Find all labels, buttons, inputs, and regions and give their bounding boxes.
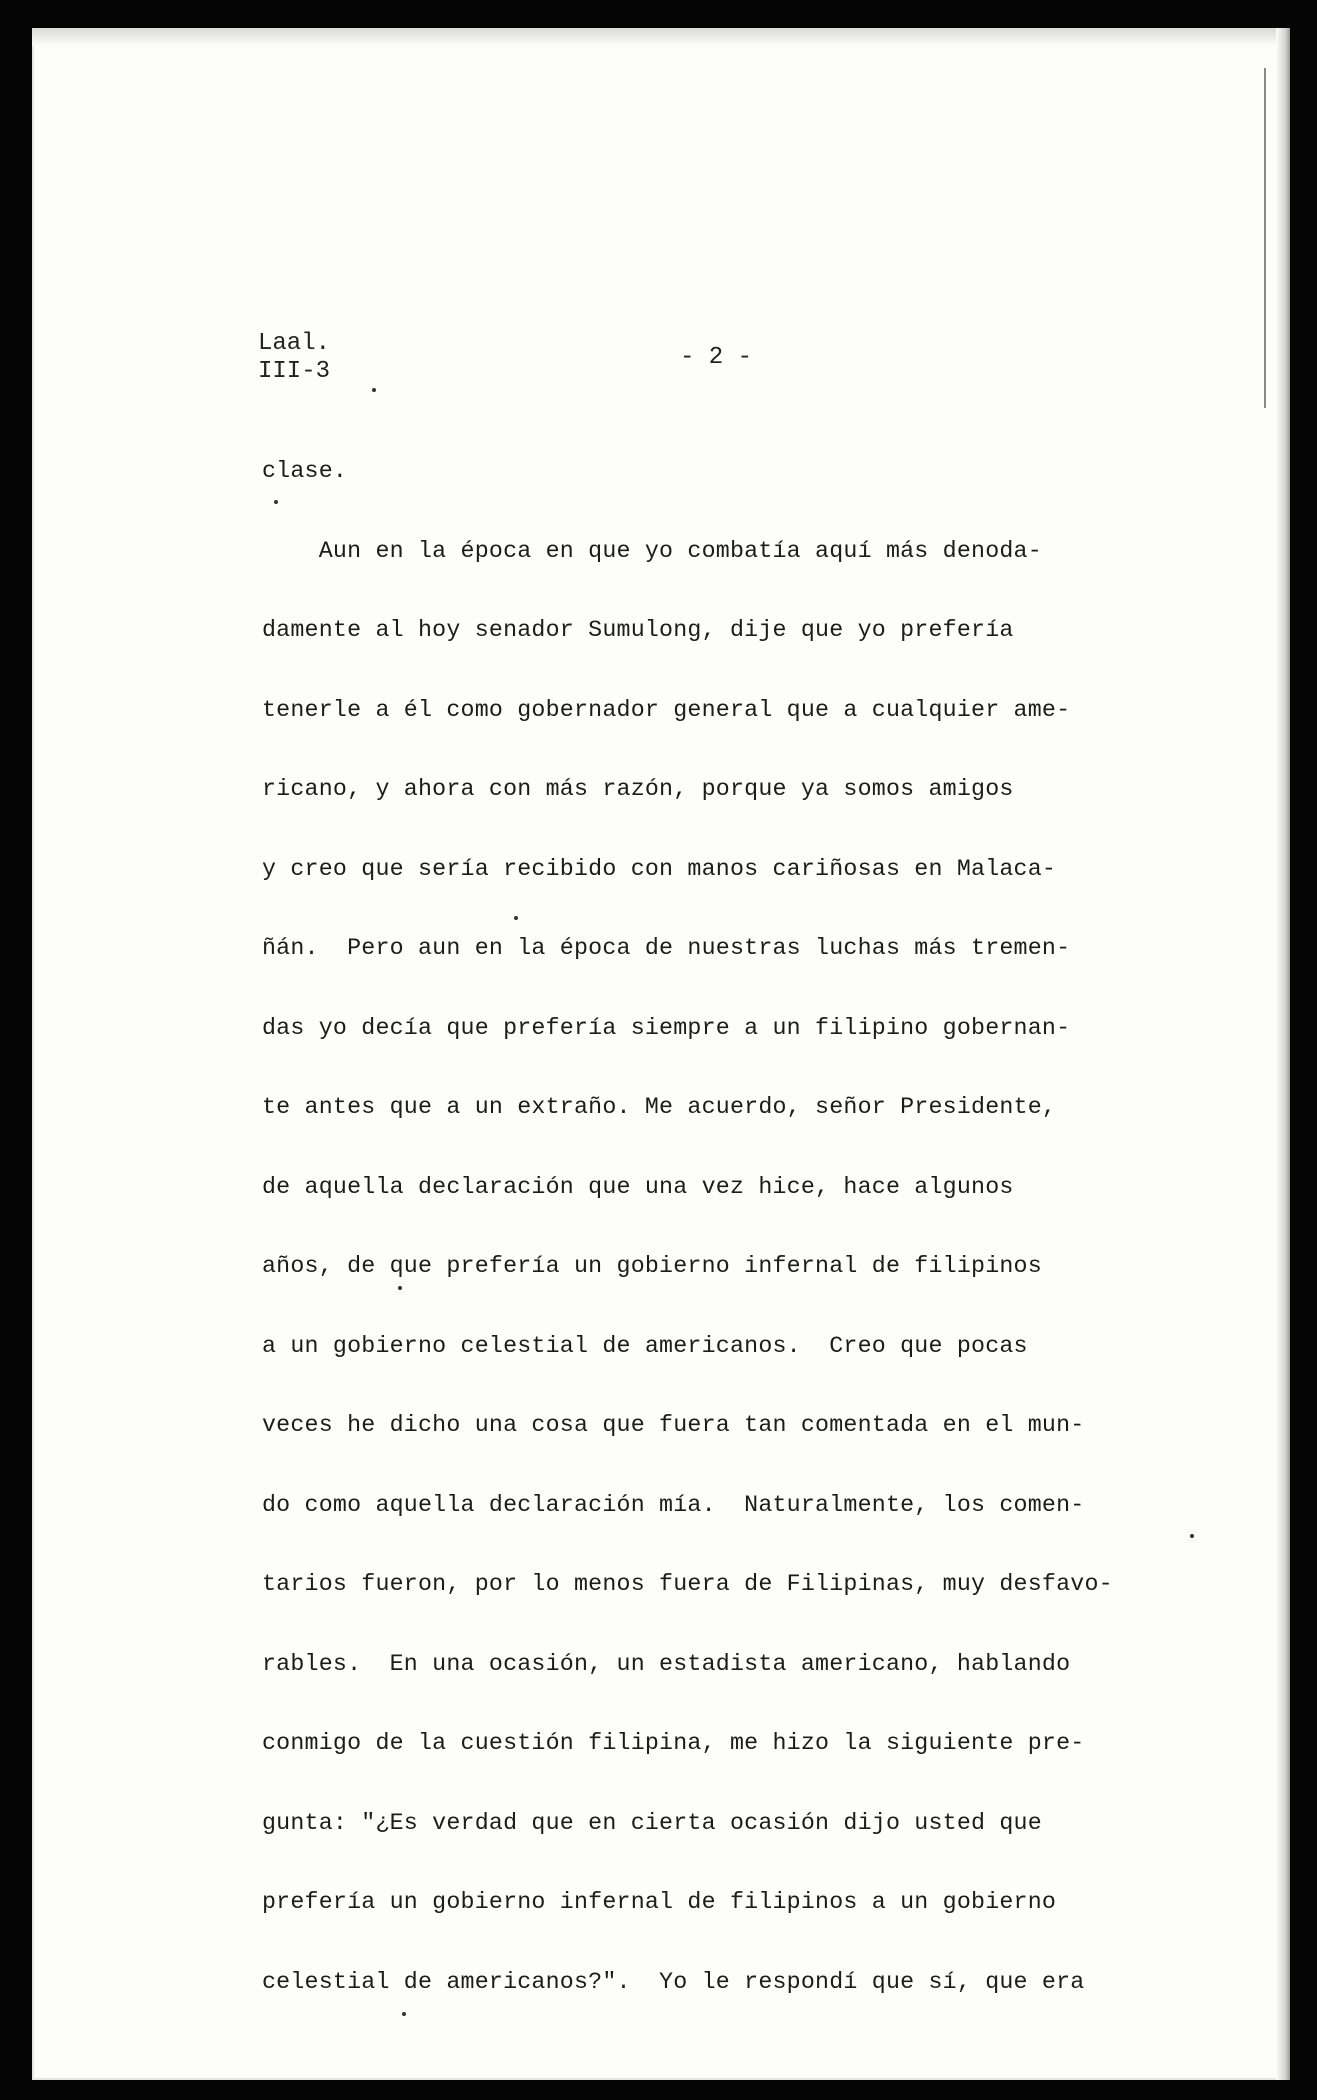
text-line: te antes que a un extraño. Me acuerdo, señor Presidente, [262,1094,1057,1120]
text-line: años, de que prefería un gobierno infernal de filipinos [262,1253,1042,1279]
text-line: veces he dicho una cosa que fuera tan comentada en el mun- [262,1412,1085,1438]
page-top-edge [32,28,1290,46]
reference-line-1: Laal. [258,330,331,357]
reference-line-2: III-3 [258,358,331,385]
document-reference [258,330,330,386]
ink-speck [274,500,278,504]
text-line: a un gobierno celestial de americanos. Creo que pocas [262,1332,1028,1359]
text-line: prefería un gobierno infernal de filipinos a un gobierno [262,1889,1057,1915]
page-number: - 2 - [680,344,753,371]
text-line: celestial de americanos?". Yo le respondí que sí, que era [262,1968,1085,1995]
text-line: de aquella declaración que una vez hice, hace algunos [262,1173,1014,1200]
text-line: damente al hoy senador Sumulong, dije que yo prefería [262,617,1014,643]
ink-speck [1190,1534,1194,1538]
text-line: ñán. Pero aun en la época de nuestras luchas más tremen- [262,935,1071,961]
text-line: conmigo de la cuestión filipina, me hizo la siguiente pre- [262,1730,1085,1756]
text-line: do como aquella declaración mía. Naturalmente, los comen- [262,1491,1085,1518]
text-line: clase. [262,458,348,484]
text-line: gunta: "¿Es verdad que en cierta ocasión dijo usted que [262,1809,1042,1836]
text-line: rables. En una ocasión, un estadista americano, hablando [262,1650,1071,1677]
ink-speck [372,388,376,392]
text-line: Aun en la época en que yo combatía aquí más denoda- [262,537,1042,564]
page-right-edge [1276,28,1290,2080]
text-line: das yo decía que prefería siempre a un filipino gobernan- [262,1014,1071,1041]
page-fold-line [1264,68,1266,408]
ink-speck [514,916,518,920]
text-line: tenerle a él como gobernador general que a cualquier ame- [262,696,1071,723]
ink-speck [398,1286,402,1290]
text-line: y creo que sería recibido con manos cariñosas en Malaca- [262,855,1057,882]
body-text [262,432,1222,2022]
ink-speck [402,2012,406,2016]
text-line: ricano, y ahora con más razón, porque ya somos amigos [262,776,1014,802]
text-line: tarios fueron, por lo menos fuera de Filipinas, muy desfavo- [262,1571,1113,1597]
